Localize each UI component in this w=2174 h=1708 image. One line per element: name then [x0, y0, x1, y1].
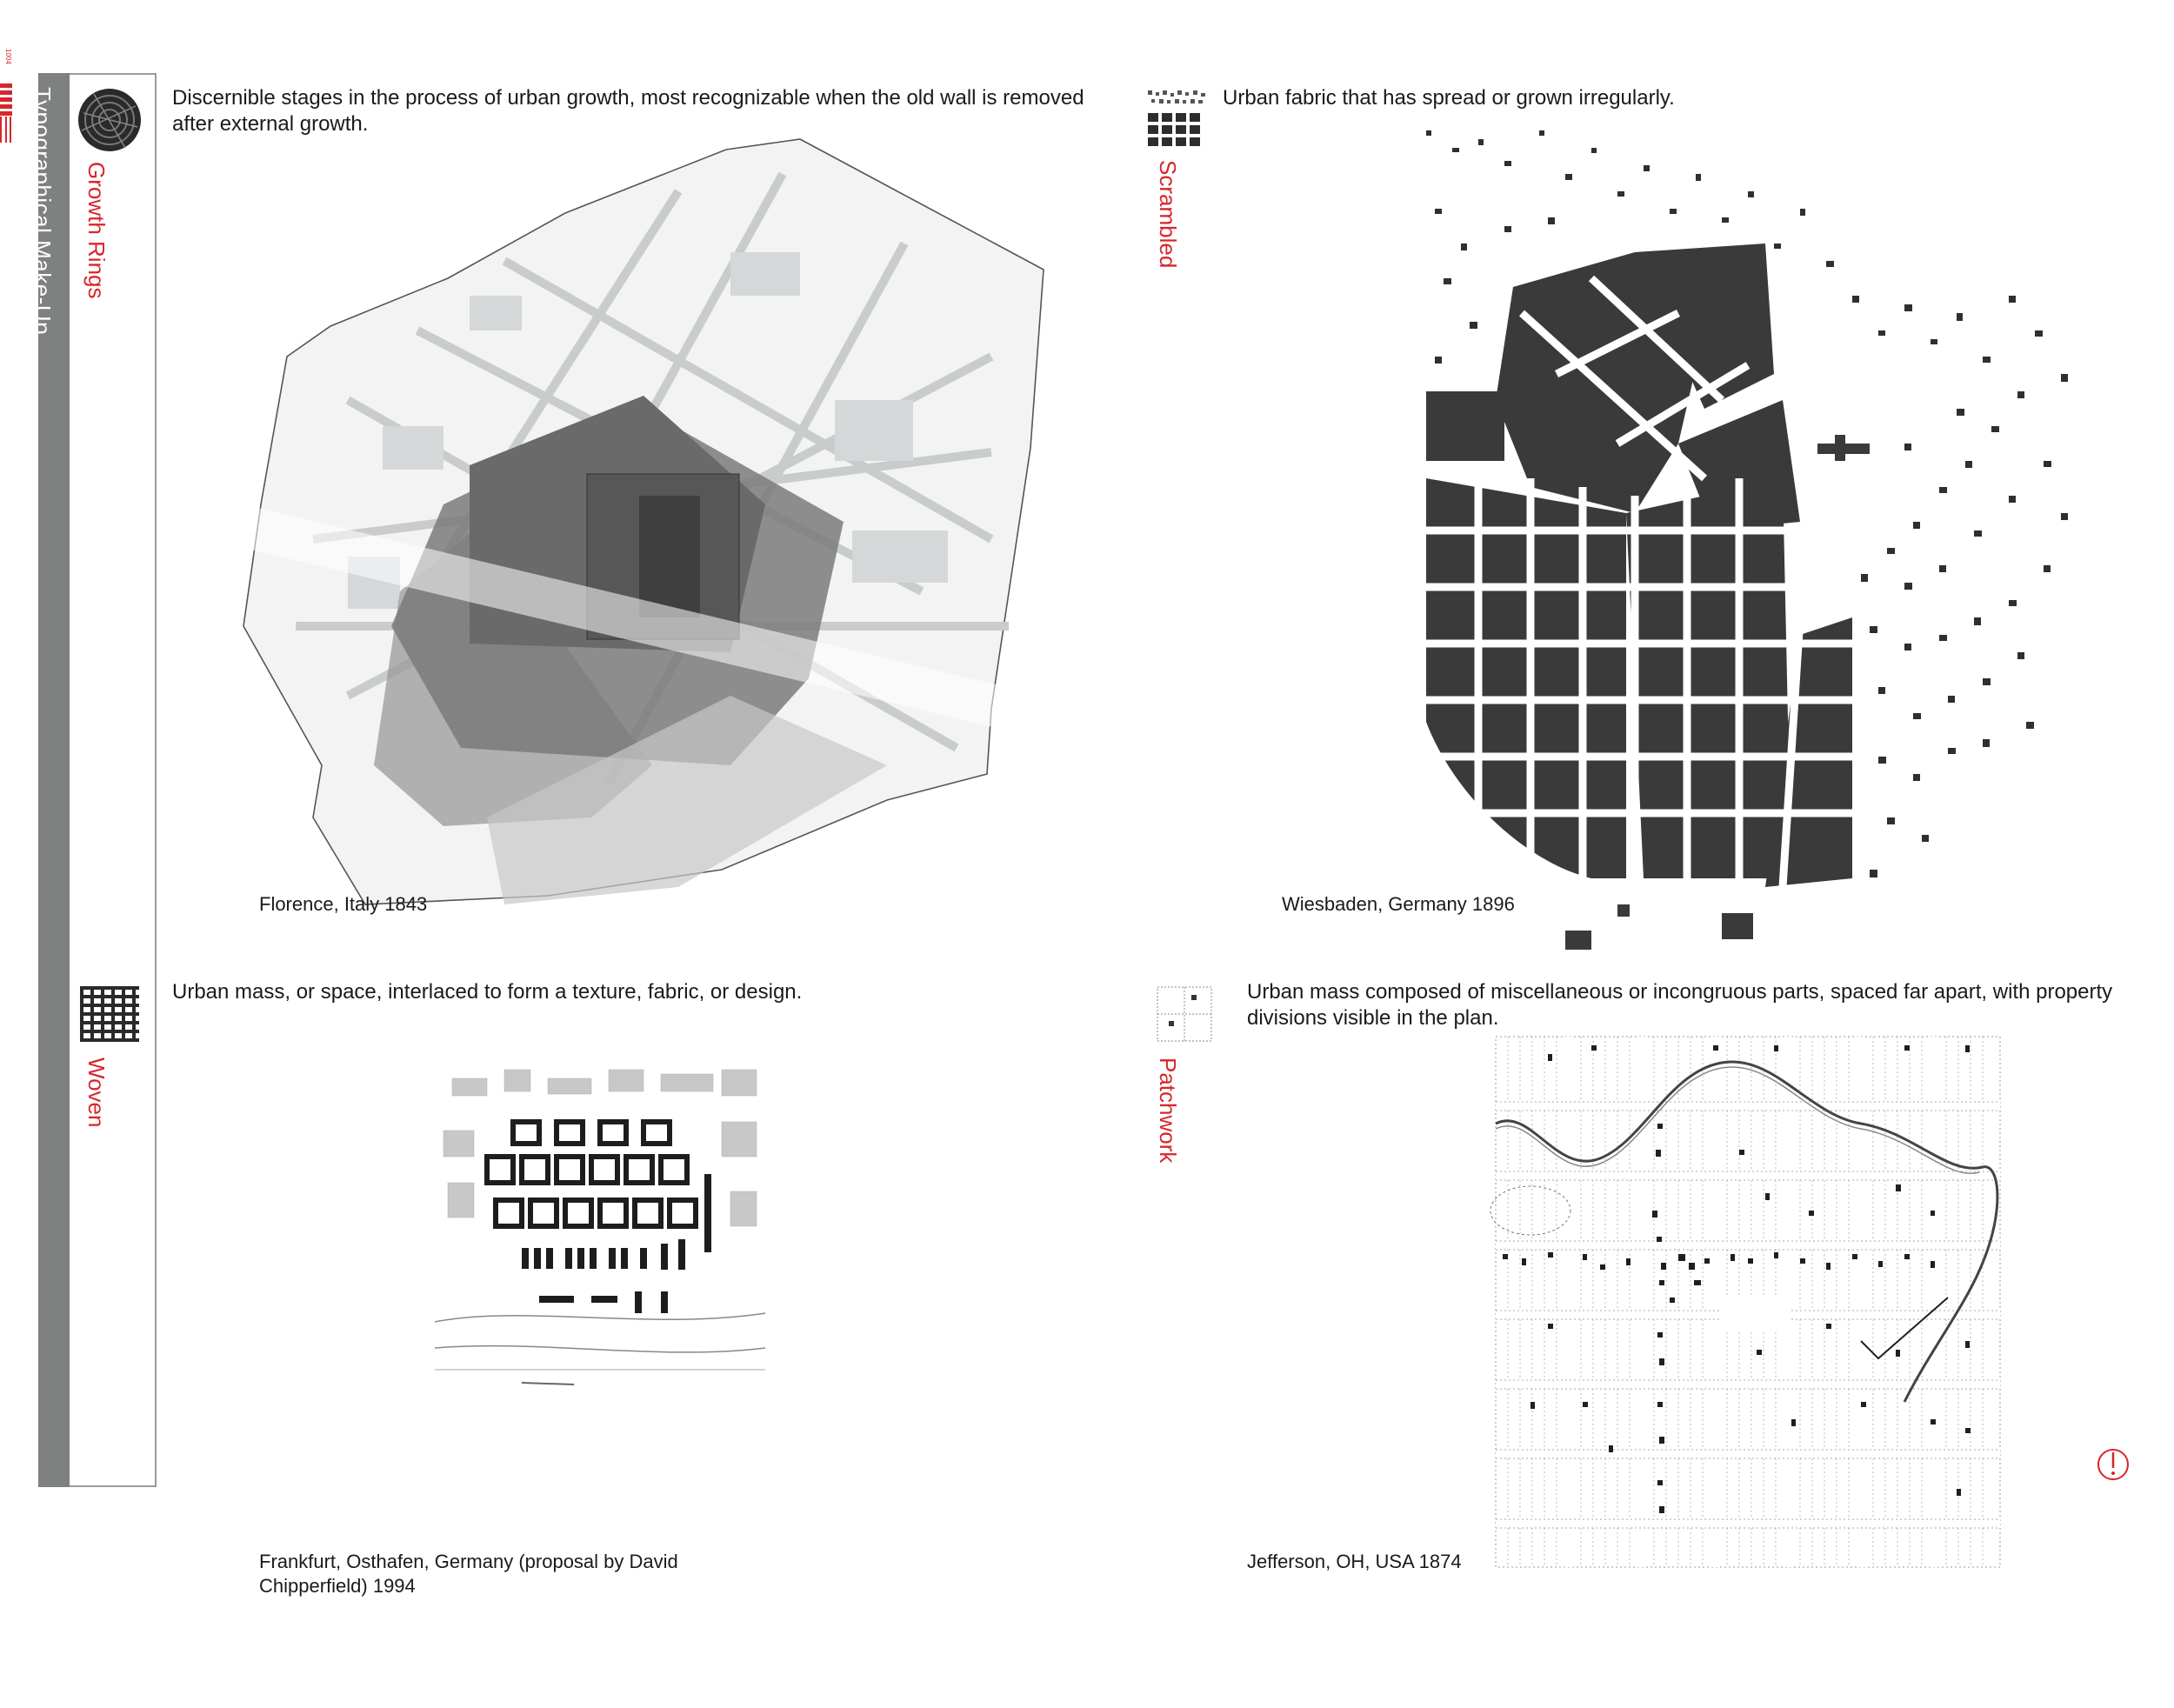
- growth-rings-description: Discernible stages in the process of urban growth, most recognizable when the old wall is removed after external growth.: [172, 86, 1084, 136]
- scrambled-description: Urban fabric that has spread or grown irregularly.: [1223, 86, 1675, 110]
- wiesbaden-caption: Wiesbaden, Germany 1896: [1282, 893, 1515, 915]
- patchwork-label: Patchwork: [1155, 1057, 1181, 1164]
- north-arrow-icon: [2096, 1447, 2131, 1482]
- wiesbaden-map: [1417, 113, 2078, 974]
- jefferson-caption: Jefferson, OH, USA 1874: [1247, 1551, 1462, 1572]
- frankfurt-map: [435, 1061, 765, 1391]
- page-tab-marker: [0, 75, 12, 143]
- florence-map: [243, 139, 1026, 887]
- florence-caption: Florence, Italy 1843: [259, 893, 428, 915]
- woven-icon: [80, 986, 139, 1042]
- page-tab-number: 1004: [4, 49, 12, 64]
- scrambled-label: Scrambled: [1155, 160, 1181, 269]
- woven-label: Woven: [83, 1057, 110, 1128]
- scrambled-icon: [1148, 90, 1207, 146]
- patchwork-description: Urban mass composed of miscellaneous or incongruous parts, spaced far apart, with property divisions visible in the plan.: [1247, 980, 2113, 1030]
- sidebar-title: Typographical Make-Up: [30, 87, 56, 336]
- jefferson-map: [1496, 1037, 2000, 1567]
- growth-rings-icon: [77, 87, 143, 153]
- patchwork-icon: [1157, 986, 1212, 1042]
- woven-description: Urban mass, or space, interlaced to form a texture, fabric, or design.: [172, 980, 803, 1004]
- frankfurt-caption: Frankfurt, Osthafen, Germany (proposal by David Chipperfield) 1994: [259, 1551, 678, 1597]
- growth-rings-label: Growth Rings: [83, 162, 110, 299]
